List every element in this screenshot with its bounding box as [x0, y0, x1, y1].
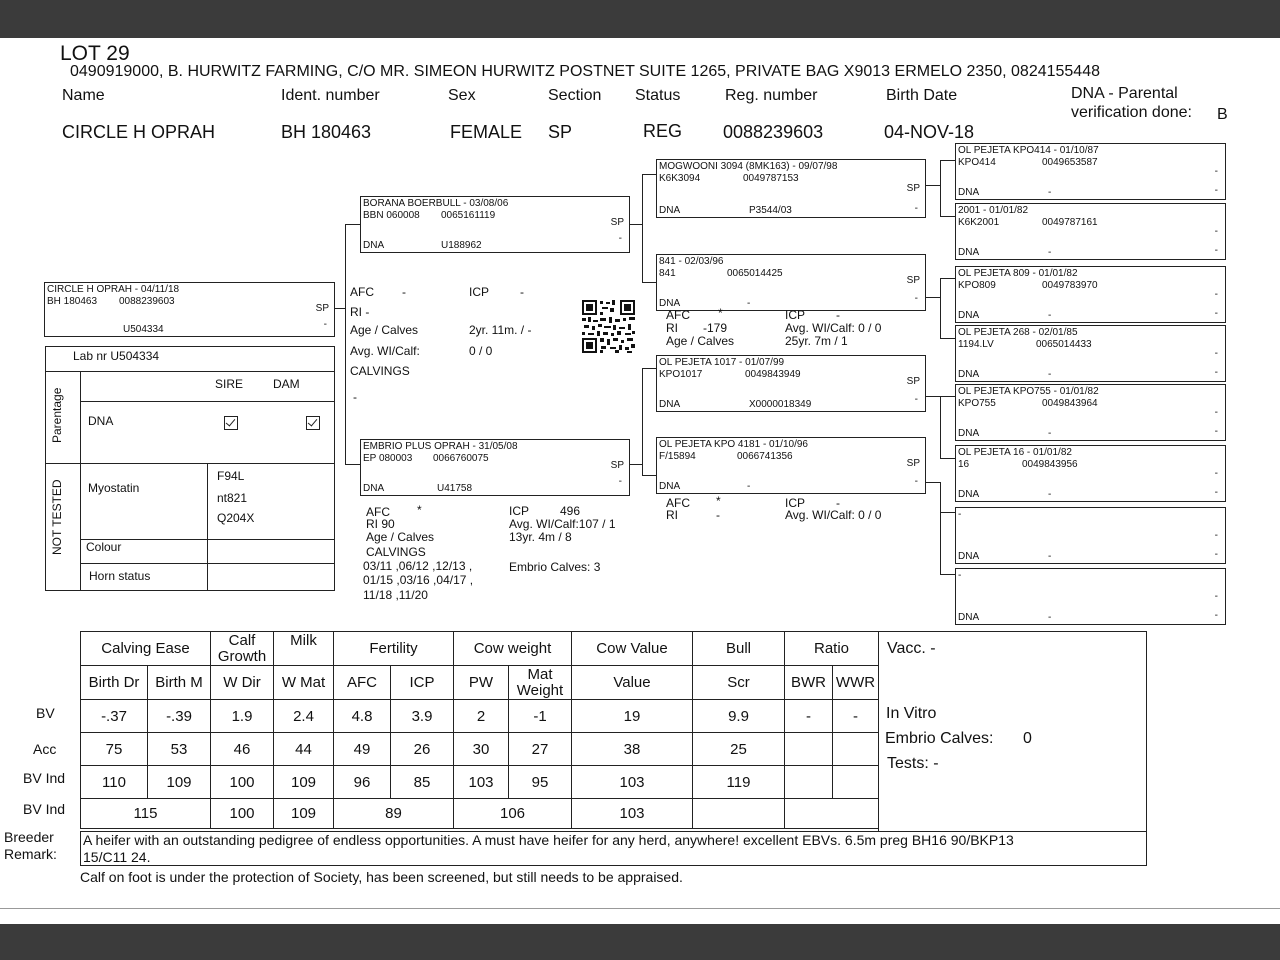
- grandparent-box: [656, 254, 926, 311]
- animal-age-label: Age / Calves: [350, 323, 419, 337]
- ggp-dna: -: [1048, 310, 1052, 321]
- gp-sp: SP: [906, 376, 920, 387]
- sire-dna: U188962: [441, 240, 482, 251]
- dam-icp-value: 496: [560, 504, 581, 518]
- value-status: REG: [643, 121, 683, 141]
- ggp-dash: -: [1214, 591, 1218, 602]
- ggp-dna: -: [1048, 551, 1052, 562]
- column-header: Birth M: [148, 666, 211, 700]
- dam-id: EP 080003: [363, 453, 413, 464]
- gp-dna-label: DNA: [659, 205, 681, 216]
- acc-cell: 49: [334, 733, 391, 766]
- ggp-title: OL PEJETA KPO755 - 01/01/82: [958, 386, 1099, 397]
- gp-id: F/15894: [659, 451, 696, 462]
- gp-reg: 0049843949: [745, 369, 801, 380]
- column-header: AFC: [334, 666, 391, 700]
- animal-calvings-value: -: [353, 390, 357, 404]
- ind2-cell: 103: [572, 799, 693, 829]
- animal-dash: -: [323, 319, 327, 330]
- row-label-bv-ind-2: BV Ind: [23, 801, 66, 817]
- bv-cell: -: [833, 700, 879, 733]
- gp-dna-label: DNA: [659, 481, 681, 492]
- gp4-afc-value: *: [716, 494, 721, 508]
- ggp-dash2: -: [1214, 367, 1218, 378]
- acc-cell: 75: [81, 733, 148, 766]
- acc-cell: 30: [454, 733, 509, 766]
- group-header: Fertility: [334, 632, 454, 666]
- gp-reg: 0049787153: [743, 173, 799, 184]
- sire-dna-checkbox-icon: [224, 416, 238, 430]
- gp-title: MOGWOONI 3094 (8MK163) - 09/07/98: [659, 161, 838, 172]
- column-header: Scr: [693, 666, 785, 700]
- gp-title: OL PEJETA 1017 - 01/07/99: [659, 357, 785, 368]
- gp-id: 841: [659, 268, 676, 279]
- ggp-id: KPO809: [958, 280, 996, 291]
- gp-dna: P3544/03: [749, 205, 792, 216]
- dam-dna-checkbox-icon: [306, 416, 320, 430]
- label-dna-2: verification done:: [1071, 104, 1192, 121]
- ind2-cell: 109: [274, 799, 334, 829]
- sire-id: BBN 060008: [363, 210, 420, 221]
- group-header: Ratio: [785, 632, 879, 666]
- ggp-reg: 0065014433: [1036, 339, 1092, 350]
- ggp-title: 2001 - 01/01/82: [958, 205, 1029, 216]
- ind-cell: 110: [81, 766, 148, 799]
- ggp-id: 16: [958, 459, 970, 470]
- remark-text: A heifer with an outstanding pedigree of endless opportunities. A must have heifer for any herd, anywhere! excellent EBVs. 6.5m preg BH16 90/BKP13: [83, 832, 1014, 848]
- dam-wi: Avg. WI/Calf:107 / 1: [509, 517, 616, 531]
- great-grandparent-box: [955, 507, 1226, 564]
- dam-col-label: DAM: [273, 377, 300, 391]
- dam-ri: RI 90: [366, 517, 395, 531]
- ind-cell: 103: [572, 766, 693, 799]
- lot-number: LOT 29: [60, 42, 130, 65]
- ggp-reg: 0049843964: [1042, 398, 1098, 409]
- great-grandparent-box: [955, 568, 1226, 625]
- gp2-icp-value: -: [836, 308, 840, 322]
- great-grandparent-box: [955, 203, 1226, 260]
- gp4-icp-label: ICP: [785, 496, 806, 510]
- acc-cell: 25: [693, 733, 785, 766]
- animal-wi-value: 0 / 0: [469, 344, 493, 358]
- ind-cell: 100: [211, 766, 274, 799]
- label-name: Name: [62, 87, 105, 104]
- bv-cell: 4.8: [334, 700, 391, 733]
- remark-text-2: 15/C11 24.: [83, 849, 151, 865]
- ggp-dna: -: [1048, 247, 1052, 258]
- gp4-ri-value: -: [716, 508, 720, 522]
- ind-cell: 119: [693, 766, 785, 799]
- ggp-title: OL PEJETA 809 - 01/01/82: [958, 268, 1078, 279]
- breeder-label: Breeder: [4, 829, 54, 845]
- acc-cell: 38: [572, 733, 693, 766]
- dna-row-label: DNA: [88, 414, 114, 428]
- ind2-cell: 89: [334, 799, 454, 829]
- bv-cell: 9.9: [693, 700, 785, 733]
- owner-line: 0490919000, B. HURWITZ FARMING, C/O MR. SIMEON HURWITZ POSTNET SUITE 1265, PRIVATE BAG X9013 ERMELO 2350, 0824155448: [70, 63, 1100, 80]
- animal-afc-value: -: [402, 285, 406, 299]
- dam-calving-dates: 01/15 ,03/16 ,04/17 ,: [363, 573, 474, 587]
- acc-cell: 46: [211, 733, 274, 766]
- bv-cell: -1: [509, 700, 572, 733]
- dam-box: [360, 439, 630, 496]
- dam-calving-dates: 03/11 ,06/12 ,12/13 ,: [363, 559, 473, 573]
- value-dna: B: [1217, 106, 1228, 123]
- gp2-age-label: Age / Calves: [666, 334, 735, 348]
- label-status: Status: [635, 87, 681, 104]
- dam-title: EMBRIO PLUS OPRAH - 31/05/08: [363, 441, 518, 452]
- parentage-label: Parentage: [50, 387, 64, 443]
- ggp-dash: -: [1214, 226, 1218, 237]
- group-header: Cow Value: [572, 632, 693, 666]
- ggp-id: KPO755: [958, 398, 996, 409]
- dam-embrio-calves: Embrio Calves: 3: [509, 560, 601, 574]
- gp-dna: -: [747, 481, 751, 492]
- ind-cell: [785, 766, 833, 799]
- sire-dash: -: [618, 233, 622, 244]
- great-grandparent-box: [955, 143, 1226, 200]
- bottom-bar: [0, 924, 1280, 960]
- column-header: W Dir: [211, 666, 274, 700]
- ggp-title: OL PEJETA 16 - 01/01/82: [958, 447, 1072, 458]
- myostatin-q204x: Q204X: [217, 511, 255, 525]
- ind-cell: 103: [454, 766, 509, 799]
- group-header: Milk: [274, 632, 334, 666]
- dam-reg: 0066760075: [433, 453, 489, 464]
- gp-reg: 0066741356: [737, 451, 793, 462]
- dam-calving-dates: 11/18 ,11/20: [363, 588, 428, 602]
- grandparent-box: [656, 159, 926, 218]
- label-ident: Ident. number: [281, 87, 380, 104]
- ggp-dna-label: DNA: [958, 247, 980, 258]
- ind2-cell: 106: [454, 799, 572, 829]
- lab-box: [45, 346, 335, 591]
- gp-sp: SP: [906, 183, 920, 194]
- ggp-dash2: -: [1214, 308, 1218, 319]
- label-sex: Sex: [448, 87, 476, 104]
- ggp-reg: 0049843956: [1022, 459, 1078, 470]
- great-grandparent-box: [955, 445, 1226, 502]
- gp2-ri-label: RI: [666, 321, 678, 335]
- ggp-reg: 0049787161: [1042, 217, 1098, 228]
- animal-sp: SP: [315, 303, 329, 314]
- animal-ri: RI -: [350, 305, 370, 319]
- footer-note: Calf on foot is under the protection of Society, has been screened, but still needs to be appraised.: [80, 869, 683, 885]
- value-section: SP: [548, 122, 573, 142]
- ggp-dash: -: [1214, 166, 1218, 177]
- acc-cell: 53: [148, 733, 211, 766]
- dam-dna-label: DNA: [363, 483, 385, 494]
- ind2-cell: 115: [81, 799, 211, 829]
- ggp-id: 1194.LV: [958, 339, 994, 350]
- ggp-dna-label: DNA: [958, 551, 980, 562]
- ggp-dash2: -: [1214, 185, 1218, 196]
- ggp-title: -: [958, 509, 962, 520]
- ind-cell: 96: [334, 766, 391, 799]
- group-header: Bull: [693, 632, 785, 666]
- dam-calvings-label: CALVINGS: [366, 545, 426, 559]
- ggp-dash2: -: [1214, 487, 1218, 498]
- ggp-dash: -: [1214, 530, 1218, 541]
- column-header: WWR: [833, 666, 879, 700]
- dam-afc-label: AFC: [366, 505, 390, 519]
- vaccination-box: [878, 631, 1147, 832]
- group-header: Calf Growth: [211, 632, 274, 666]
- not-tested-label: NOT TESTED: [50, 479, 64, 555]
- gp2-icp-label: ICP: [785, 308, 806, 322]
- divider: [0, 908, 1280, 909]
- animal-age-value: 2yr. 11m. / -: [469, 323, 532, 337]
- dam-age-label: Age / Calves: [366, 530, 435, 544]
- grandparent-box: [656, 437, 926, 494]
- animal-icp-value: -: [520, 285, 524, 299]
- great-grandparent-box: [955, 325, 1226, 382]
- gp-id: KPO1017: [659, 369, 703, 380]
- qr-code-icon: [582, 300, 635, 353]
- ggp-dna-label: DNA: [958, 428, 980, 439]
- dam-afc-value: *: [417, 503, 422, 517]
- value-reg: 0088239603: [723, 122, 824, 142]
- label-reg: Reg. number: [725, 87, 818, 104]
- gp2-afc-label: AFC: [666, 308, 690, 322]
- animal-afc-label: AFC: [350, 285, 374, 299]
- myostatin-label: Myostatin: [88, 481, 140, 495]
- gp2-ri-value: -179: [703, 321, 728, 335]
- ggp-dna-label: DNA: [958, 369, 980, 380]
- animal-box: [44, 282, 335, 337]
- myostatin-nt821: nt821: [217, 491, 248, 505]
- acc-cell: [785, 733, 833, 766]
- ggp-title: OL PEJETA KPO414 - 01/10/87: [958, 145, 1099, 156]
- gp-dash: -: [914, 203, 918, 214]
- bv-cell: 1.9: [211, 700, 274, 733]
- ggp-dash2: -: [1214, 426, 1218, 437]
- bv-cell: 19: [572, 700, 693, 733]
- bv-cell: -: [785, 700, 833, 733]
- ggp-dash: -: [1214, 348, 1218, 359]
- group-header: Cow weight: [454, 632, 572, 666]
- ggp-dash: -: [1214, 407, 1218, 418]
- bv-cell: 3.9: [391, 700, 454, 733]
- ggp-reg: 0049783970: [1042, 280, 1098, 291]
- row-label-acc: Acc: [33, 741, 57, 757]
- tests-label: Tests: -: [887, 755, 939, 772]
- column-header: BWR: [785, 666, 833, 700]
- dam-icp-label: ICP: [509, 504, 530, 518]
- ggp-dash: -: [1214, 468, 1218, 479]
- ggp-title: OL PEJETA 268 - 02/01/85: [958, 327, 1078, 338]
- gp-reg: 0065014425: [727, 268, 783, 279]
- ggp-reg: 0049653587: [1042, 157, 1098, 168]
- label-section: Section: [548, 87, 602, 104]
- grandparent-box: [656, 355, 926, 412]
- ggp-dna-label: DNA: [958, 612, 980, 623]
- ggp-dash2: -: [1214, 549, 1218, 560]
- vacc-label: Vacc. -: [887, 640, 936, 657]
- ind-cell: 109: [274, 766, 334, 799]
- gp4-afc-label: AFC: [666, 496, 690, 510]
- gp2-afc-value: *: [718, 306, 723, 320]
- animal-dna: U504334: [123, 324, 164, 335]
- ind2-cell: [693, 799, 785, 829]
- animal-title: CIRCLE H OPRAH - 04/11/18: [47, 284, 180, 295]
- gp-dna: -: [747, 298, 751, 309]
- column-header: W Mat: [274, 666, 334, 700]
- label-dna-1: DNA - Parental: [1071, 85, 1178, 102]
- gp2-age-value: 25yr. 7m / 1: [785, 334, 848, 348]
- ggp-dash2: -: [1214, 245, 1218, 256]
- gp4-ri-label: RI: [666, 508, 678, 522]
- ggp-id: K6K2001: [958, 217, 1000, 228]
- value-birth: 04-NOV-18: [884, 122, 975, 142]
- gp4-icp-value: -: [836, 496, 840, 510]
- acc-cell: 26: [391, 733, 454, 766]
- ind-cell: 85: [391, 766, 454, 799]
- column-header: Value: [572, 666, 693, 700]
- ggp-dna: -: [1048, 612, 1052, 623]
- gp-sp: SP: [906, 275, 920, 286]
- gp-dash: -: [914, 394, 918, 405]
- acc-cell: 44: [274, 733, 334, 766]
- column-header: Mat Weight: [509, 666, 572, 700]
- ggp-dash2: -: [1214, 610, 1218, 621]
- embrio-calves-value: 0: [1023, 730, 1032, 747]
- remark-label: Remark:: [4, 846, 57, 862]
- colour-label: Colour: [86, 540, 122, 554]
- myostatin-f94l: F94L: [217, 469, 245, 483]
- sire-box: [360, 196, 630, 253]
- gp4-wi: Avg. WI/Calf: 0 / 0: [785, 508, 882, 522]
- column-header: Birth Dr: [81, 666, 148, 700]
- dam-dash: -: [618, 476, 622, 487]
- ggp-dna: -: [1048, 369, 1052, 380]
- ggp-dash: -: [1214, 289, 1218, 300]
- top-bar: [0, 0, 1280, 38]
- gp-dna-label: DNA: [659, 399, 681, 410]
- acc-cell: 27: [509, 733, 572, 766]
- bv-cell: -.37: [81, 700, 148, 733]
- column-header: PW: [454, 666, 509, 700]
- ggp-dna-label: DNA: [958, 310, 980, 321]
- great-grandparent-box: [955, 384, 1226, 441]
- gp-sp: SP: [906, 458, 920, 469]
- ggp-dna-label: DNA: [958, 489, 980, 500]
- ind-cell: 95: [509, 766, 572, 799]
- row-label-bv-ind: BV Ind: [23, 770, 66, 786]
- value-sex: FEMALE: [450, 122, 523, 142]
- animal-icp-label: ICP: [469, 285, 490, 299]
- gp-dash: -: [914, 476, 918, 487]
- dam-sp: SP: [610, 460, 624, 471]
- great-grandparent-box: [955, 266, 1226, 323]
- gp-dna-label: DNA: [659, 298, 681, 309]
- sire-title: BORANA BOERBULL - 03/08/06: [363, 198, 509, 209]
- ind2-cell: 100: [211, 799, 274, 829]
- row-label-bv: BV: [36, 705, 55, 721]
- group-header: Calving Ease: [81, 632, 211, 666]
- in-vitro-label: In Vitro: [886, 705, 937, 722]
- ggp-dna: -: [1048, 187, 1052, 198]
- animal-calvings-label: CALVINGS: [350, 364, 410, 378]
- animal-id: BH 180463: [47, 296, 98, 307]
- sire-dna-label: DNA: [363, 240, 385, 251]
- value-ident: BH 180463: [281, 122, 372, 142]
- acc-cell: [833, 733, 879, 766]
- gp-id: K6K3094: [659, 173, 701, 184]
- bv-cell: 2.4: [274, 700, 334, 733]
- dam-dna: U41758: [437, 483, 473, 494]
- horn-status-label: Horn status: [89, 569, 151, 583]
- embrio-calves-label: Embrio Calves:: [885, 730, 994, 747]
- sire-reg: 0065161119: [441, 210, 496, 221]
- gp-title: OL PEJETA KPO 4181 - 01/10/96: [659, 439, 808, 450]
- ggp-dna: -: [1048, 428, 1052, 439]
- dam-age-value: 13yr. 4m / 8: [509, 530, 572, 544]
- gp-title: 841 - 02/03/96: [659, 256, 724, 267]
- animal-wi-label: Avg. WI/Calf:: [350, 344, 420, 358]
- sire-col-label: SIRE: [215, 377, 244, 391]
- gp-dash: -: [914, 293, 918, 304]
- ind-cell: 109: [148, 766, 211, 799]
- gp2-wi: Avg. WI/Calf: 0 / 0: [785, 321, 882, 335]
- lab-number: Lab nr U504334: [73, 349, 160, 363]
- ggp-dna: -: [1048, 489, 1052, 500]
- ind2-cell: [785, 799, 879, 829]
- bv-cell: -.39: [148, 700, 211, 733]
- ggp-dna-label: DNA: [958, 187, 980, 198]
- ggp-id: KPO414: [958, 157, 996, 168]
- bv-table: [80, 631, 879, 829]
- remark-box: [80, 831, 1147, 866]
- column-header: ICP: [391, 666, 454, 700]
- label-birth: Birth Date: [886, 87, 958, 104]
- bv-cell: 2: [454, 700, 509, 733]
- ind-cell: [833, 766, 879, 799]
- animal-reg: 0088239603: [119, 296, 175, 307]
- ggp-title: -: [958, 570, 962, 581]
- value-name: CIRCLE H OPRAH: [62, 122, 216, 142]
- sire-sp: SP: [610, 217, 624, 228]
- gp-dna: X0000018349: [749, 399, 812, 410]
